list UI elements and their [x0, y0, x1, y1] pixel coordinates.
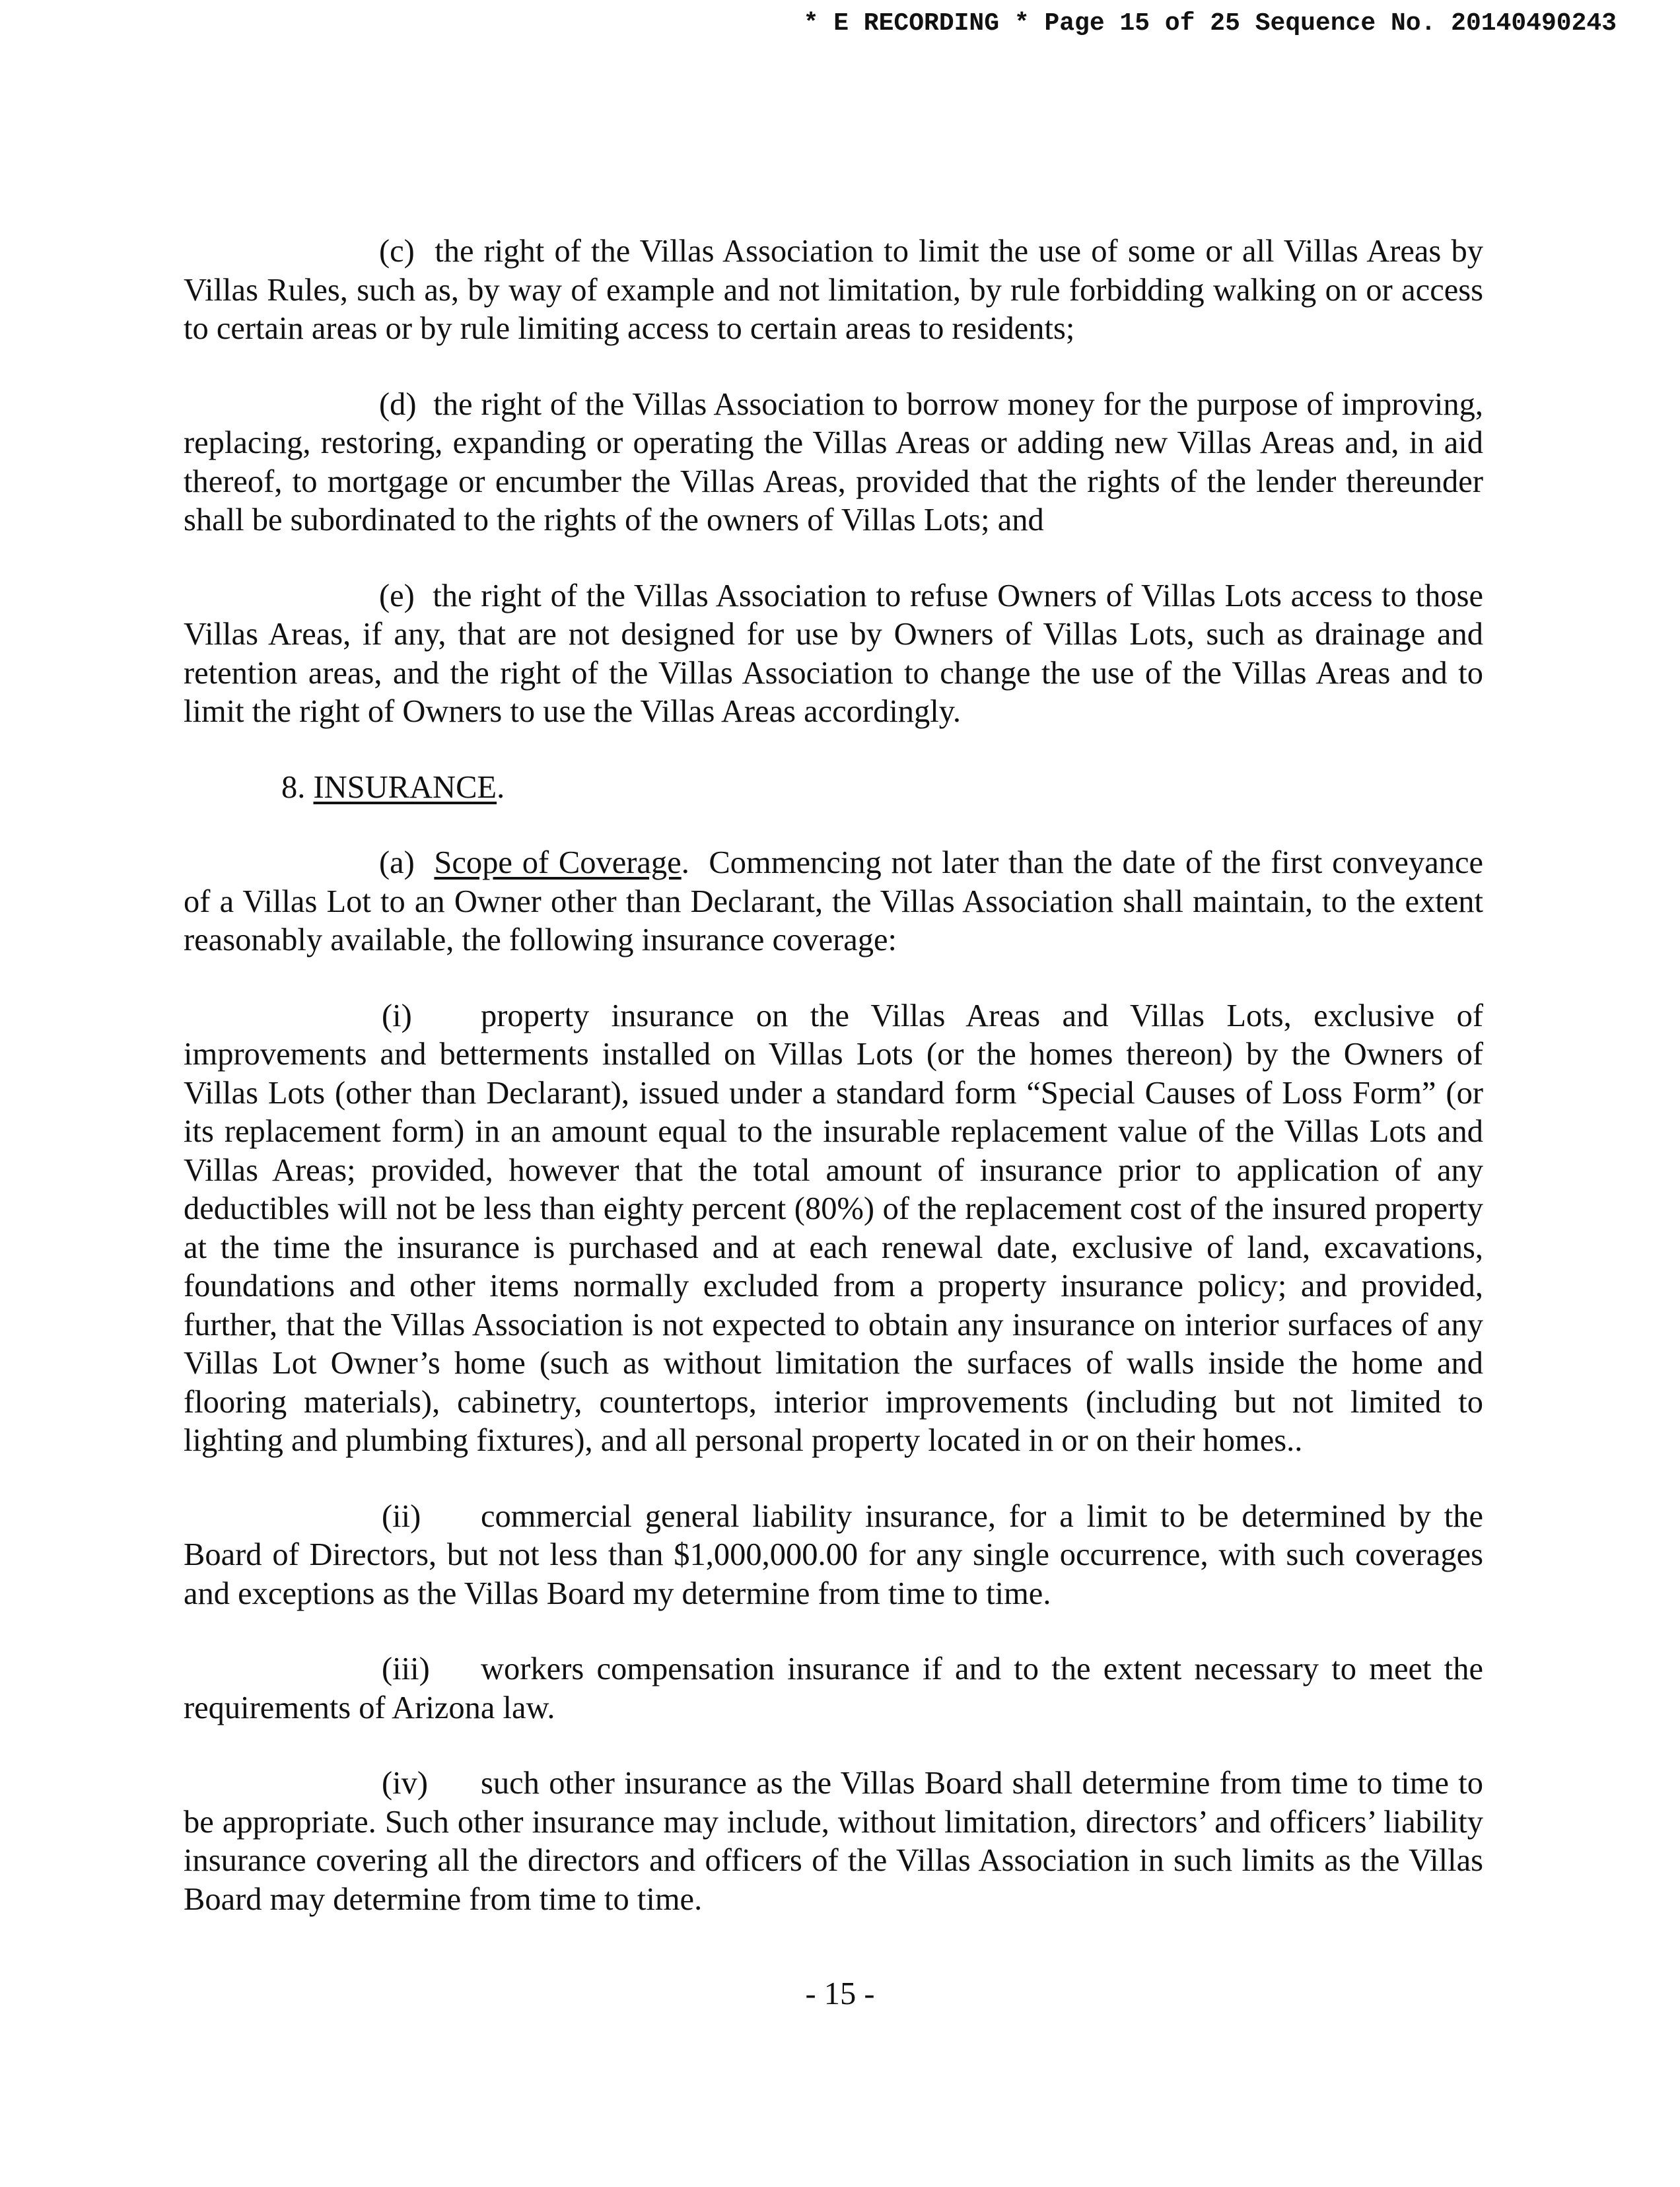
scope-heading: Scope of Coverage	[434, 845, 682, 880]
item-iv	[184, 1764, 1483, 1919]
scope-label: (a)	[379, 845, 415, 880]
item-i-label: (i)	[382, 998, 412, 1033]
paragraph-c-text: the right of the Villas Association to limit the use of some or all Villas Areas by Villas Rules, such as, by way of example and not limitation, by rule forbidding walking on or access to certain areas or by rule limiting access to certain areas to residents;	[184, 234, 1483, 346]
paragraph-e-label: (e)	[379, 578, 415, 613]
section-8-heading	[184, 769, 1483, 808]
item-ii	[184, 1498, 1483, 1614]
paragraph-e	[184, 577, 1483, 732]
recording-stamp: * E RECORDING * Page 15 of 25 Sequence No. 20140490243	[803, 9, 1617, 38]
scope-text: Commencing not later than the date of the first conveyance of a Villas Lot to an Owner other than Declarant, the Villas Association shall maintain, to the extent reasonably available, the following insurance coverage:	[184, 845, 1484, 957]
paragraph-c-label: (c)	[379, 234, 415, 269]
paragraph-d-text: the right of the Villas Association to borrow money for the purpose of improving, replacing, restoring, expanding or operating the Villas Areas or adding new Villas Areas and, in aid thereof, to mortgage or encumber the Villas Areas, provided that the rights of the lender thereunder shall be subordinated to the rights of the owners of Villas Lots; and	[184, 386, 1484, 538]
paragraph-d-label: (d)	[379, 386, 417, 422]
scope-heading-suffix: .	[681, 845, 689, 880]
item-ii-text: commercial general liability insurance, for a limit to be determined by the Board of Directors, but not less than $1,000,000.00 for any single occurrence, with such coverages and exceptions as the Villas Board my determine from time to time.	[184, 1498, 1483, 1611]
document-body	[184, 232, 1483, 1956]
item-iv-text: such other insurance as the Villas Board shall determine from time to time to be appropriate. Such other insurance may include, without limitation, directors’ and officers’ liability insurance covering all the directors and officers of the Villas Association in such limits as the Villas Board may determine from time to time.	[184, 1766, 1483, 1917]
paragraph-c	[184, 232, 1483, 349]
page-number: - 15 -	[805, 1976, 875, 2011]
item-iv-label: (iv)	[382, 1766, 429, 1801]
section-8-title: INSURANCE	[313, 769, 497, 805]
item-i-text: property insurance on the Villas Areas and Villas Lots, exclusive of improvements and betterments installed on Villas Lots (or the homes thereon) by the Owners of Villas Lots (other than Declarant), issued under a standard form “Special Causes of Loss Form” (or its replacement form) in an amount equal to the insurable replacement value of the Villas Lots and Villas Areas; provided, however that the total amount of insurance prior to application of any deductibles will not be less than eighty percent (80%) of the replacement cost of the insured property at the time the insurance is purchased and at each renewal date, exclusive of land, excavations, foundations and other items normally excluded from a property insurance policy; and provided, further, that the Villas Association is not expected to obtain any insurance on interior surfaces of any Villas Lot Owner’s home (such as without limitation the surfaces of walls inside the home and flooring materials), cabinetry, countertops, interior improvements (including but not limited to lighting and plumbing fixtures), and all personal property located in or on their homes..	[184, 998, 1483, 1458]
item-iii	[184, 1650, 1483, 1727]
item-iii-text: workers compensation insurance if and to the extent necessary to meet the requirements of Arizona law.	[184, 1651, 1483, 1725]
paragraph-d	[184, 386, 1483, 540]
item-ii-label: (ii)	[382, 1498, 421, 1534]
paragraph-e-text: the right of the Villas Association to refuse Owners of Villas Lots access to those Villas Areas, if any, that are not designed for use by Owners of Villas Lots, such as drainage and retention areas, and the right of the Villas Association to change the use of the Villas Areas and to limit the right of Owners to use the Villas Areas accordingly.	[184, 578, 1484, 729]
item-iii-label: (iii)	[382, 1651, 430, 1686]
paragraph-scope-of-coverage	[184, 844, 1483, 960]
item-i	[184, 997, 1483, 1461]
section-8-title-suffix: .	[497, 769, 505, 805]
section-8-number: 8.	[281, 769, 306, 805]
